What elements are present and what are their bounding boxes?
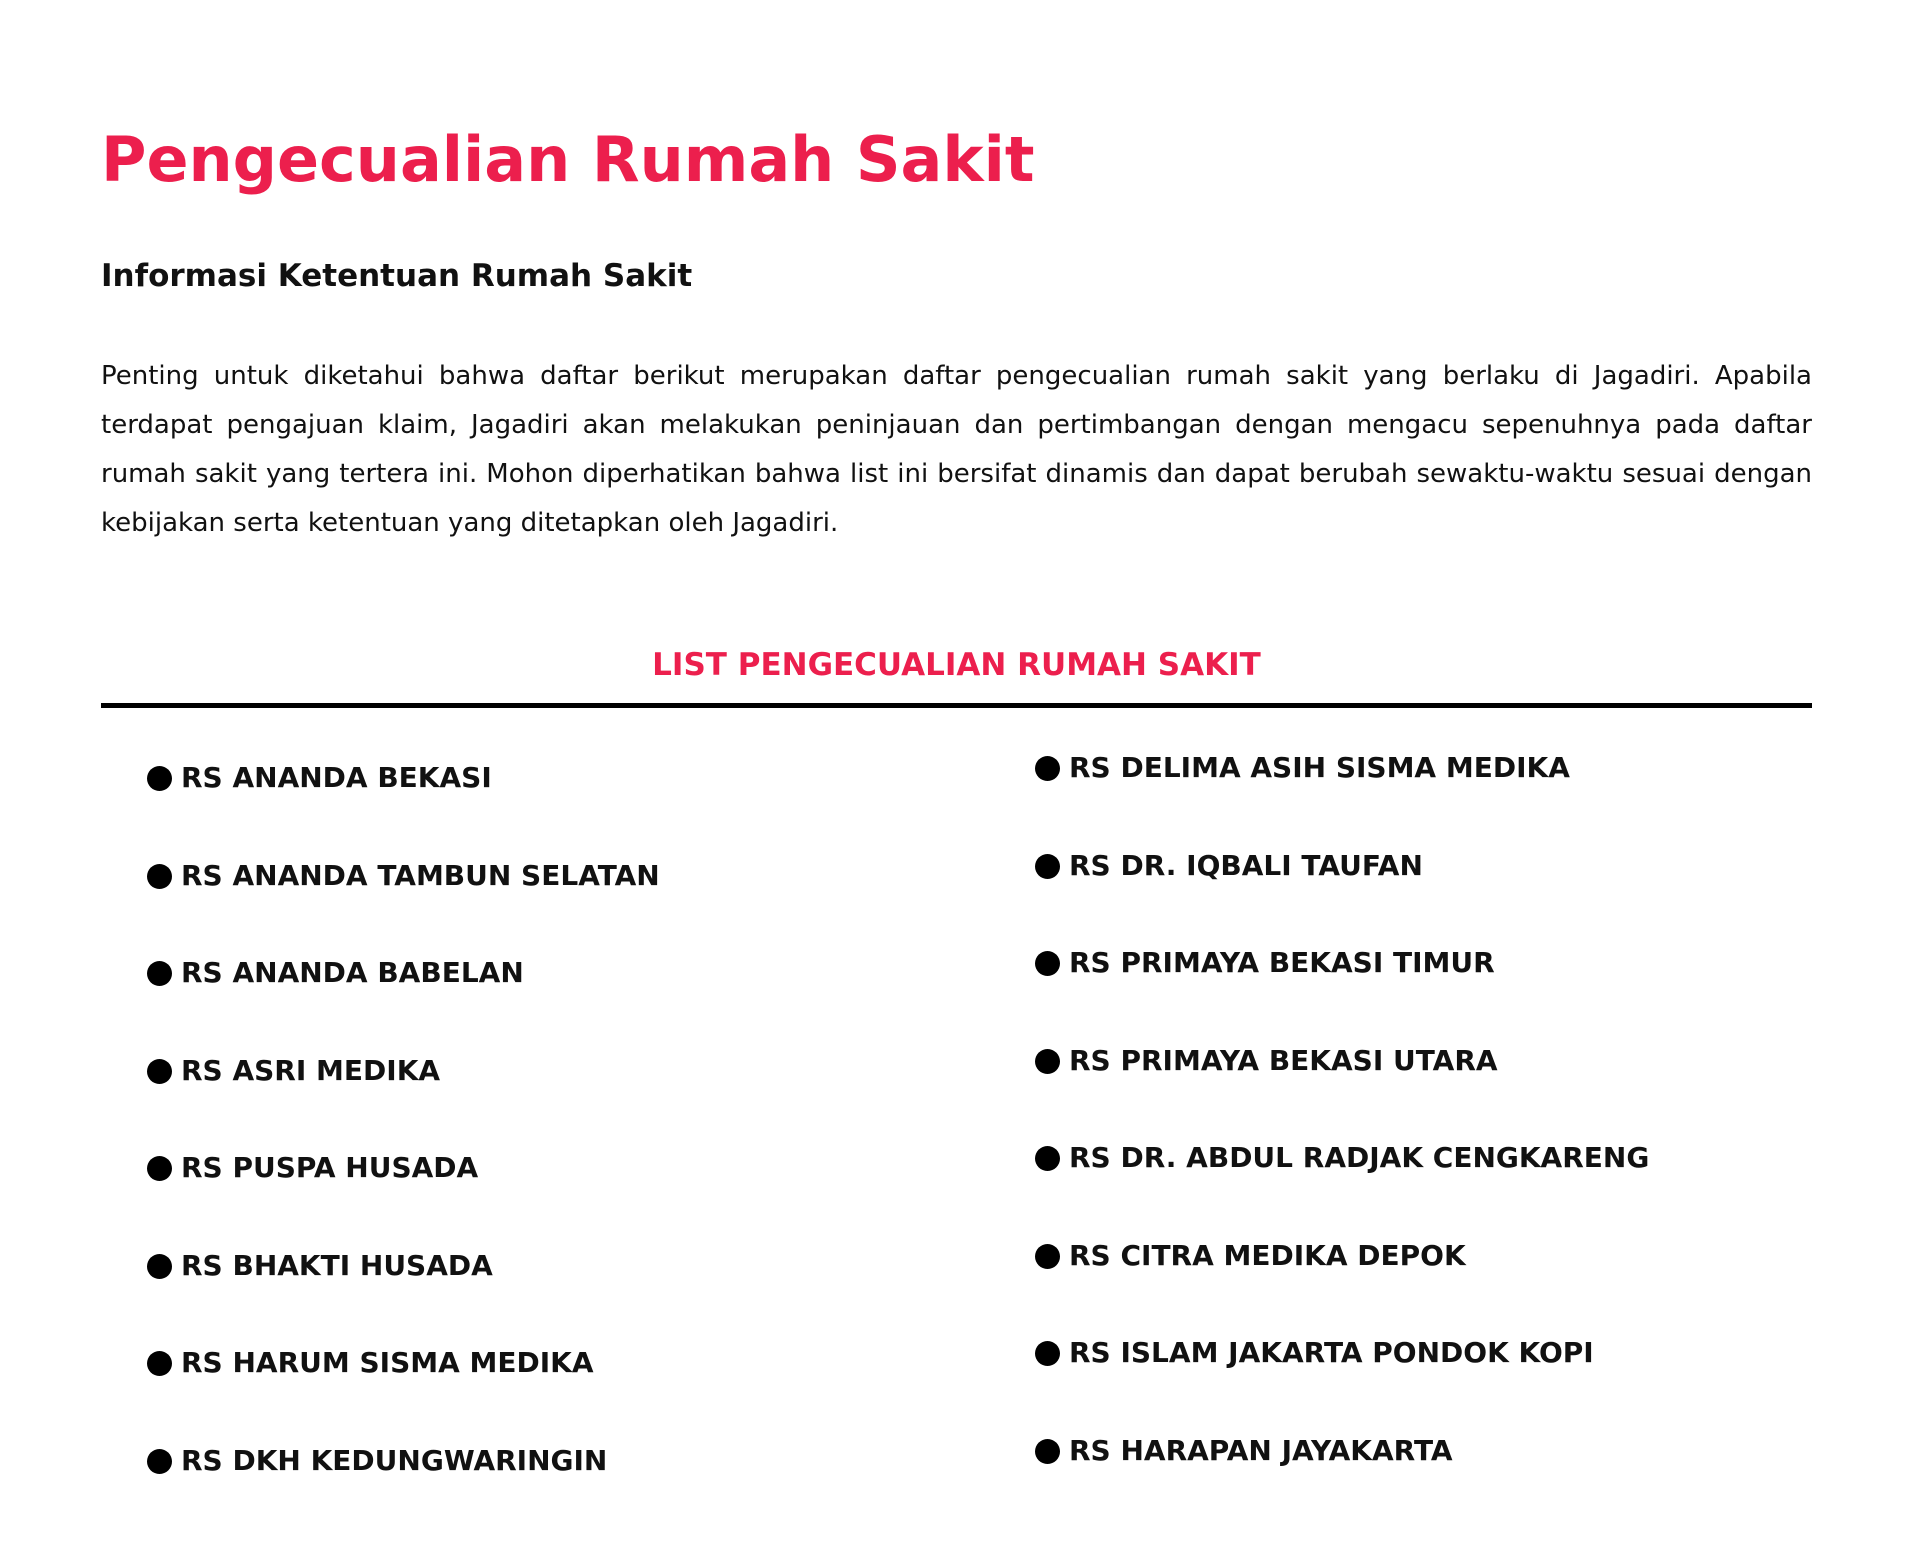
hospital-list-item	[1035, 941, 1649, 1039]
exclusion-list-heading: LIST PENGECUALIAN RUMAH SAKIT	[652, 647, 1261, 683]
hospital-name: RS DKH KEDUNGWARINGIN	[181, 1443, 608, 1477]
hospital-list-item	[147, 756, 660, 854]
bullet-icon	[147, 1351, 172, 1376]
bullet-icon	[1035, 854, 1060, 879]
hospital-list-item	[147, 1049, 660, 1147]
hospital-list-item	[147, 951, 660, 1049]
hospital-list-item	[1035, 1039, 1649, 1137]
left-hospital-list	[147, 756, 660, 1536]
hospital-list-item	[147, 854, 660, 952]
hospital-name: RS HARAPAN JAYAKARTA	[1069, 1433, 1453, 1467]
hospital-name: RS DELIMA ASIH SISMA MEDIKA	[1069, 751, 1570, 784]
hospital-name: RS ANANDA BABELAN	[181, 956, 524, 989]
hospital-name: RS HARUM SISMA MEDIKA	[181, 1346, 594, 1379]
hospital-list-item	[147, 1244, 660, 1342]
hospital-name: RS PUSPA HUSADA	[181, 1151, 479, 1184]
information-paragraph: Penting untuk diketahui bahwa daftar berikut merupakan daftar pengecualian rumah sakit yang berlaku di Jagadiri. Apabila terdapat pengajuan klaim, Jagadiri akan melakukan peninjauan dan pertimbangan dengan mengacu sepenuhnya pada daftar rumah sakit yang tertera ini. Mohon diperhatikan bahwa list ini bersifat dinamis dan dapat berubah sewaktu-waktu sesuai dengan kebijakan serta ketentuan yang ditetapkan oleh Jagadiri.	[101, 361, 1812, 538]
hospital-name: RS ASRI MEDIKA	[181, 1053, 441, 1087]
information-subtitle: Informasi Ketentuan Rumah Sakit	[101, 258, 693, 294]
hospital-list-item	[1035, 1136, 1649, 1234]
page-title: Pengecualian Rumah Sakit	[101, 123, 1035, 196]
bullet-icon	[1035, 1341, 1060, 1366]
bullet-icon	[147, 961, 172, 986]
section-divider	[101, 703, 1812, 708]
bullet-icon	[1035, 1049, 1060, 1074]
hospital-name: RS PRIMAYA BEKASI TIMUR	[1069, 946, 1495, 979]
bullet-icon	[1035, 1146, 1060, 1171]
right-hospital-list	[1035, 746, 1649, 1526]
hospital-list-item	[1035, 1429, 1649, 1527]
hospital-name: RS DR. IQBALI TAUFAN	[1069, 848, 1423, 882]
bullet-icon	[1035, 1439, 1060, 1464]
bullet-icon	[147, 1059, 172, 1084]
hospital-name: RS CITRA MEDIKA DEPOK	[1069, 1238, 1466, 1272]
hospital-name: RS BHAKTI HUSADA	[181, 1248, 493, 1282]
bullet-icon	[147, 1156, 172, 1181]
hospital-exclusion-page	[101, 0, 1812, 1564]
bullet-icon	[147, 1449, 172, 1474]
hospital-name: RS ANANDA TAMBUN SELATAN	[181, 858, 660, 892]
hospital-list-item	[1035, 1331, 1649, 1429]
hospital-list-item	[147, 1146, 660, 1244]
bullet-icon	[1035, 1244, 1060, 1269]
bullet-icon	[1035, 951, 1060, 976]
hospital-list-item	[147, 1341, 660, 1439]
hospital-list-item	[147, 1439, 660, 1537]
bullet-icon	[147, 1254, 172, 1279]
hospital-name: RS ISLAM JAKARTA PONDOK KOPI	[1069, 1336, 1594, 1369]
hospital-list-item	[1035, 1234, 1649, 1332]
bullet-icon	[1035, 756, 1060, 781]
hospital-list-item	[1035, 844, 1649, 942]
hospital-name: RS DR. ABDUL RADJAK CENGKARENG	[1069, 1141, 1650, 1174]
hospital-name: RS ANANDA BEKASI	[181, 761, 492, 794]
hospital-name: RS PRIMAYA BEKASI UTARA	[1069, 1043, 1498, 1077]
bullet-icon	[147, 864, 172, 889]
bullet-icon	[147, 766, 172, 791]
hospital-list-item	[1035, 746, 1649, 844]
